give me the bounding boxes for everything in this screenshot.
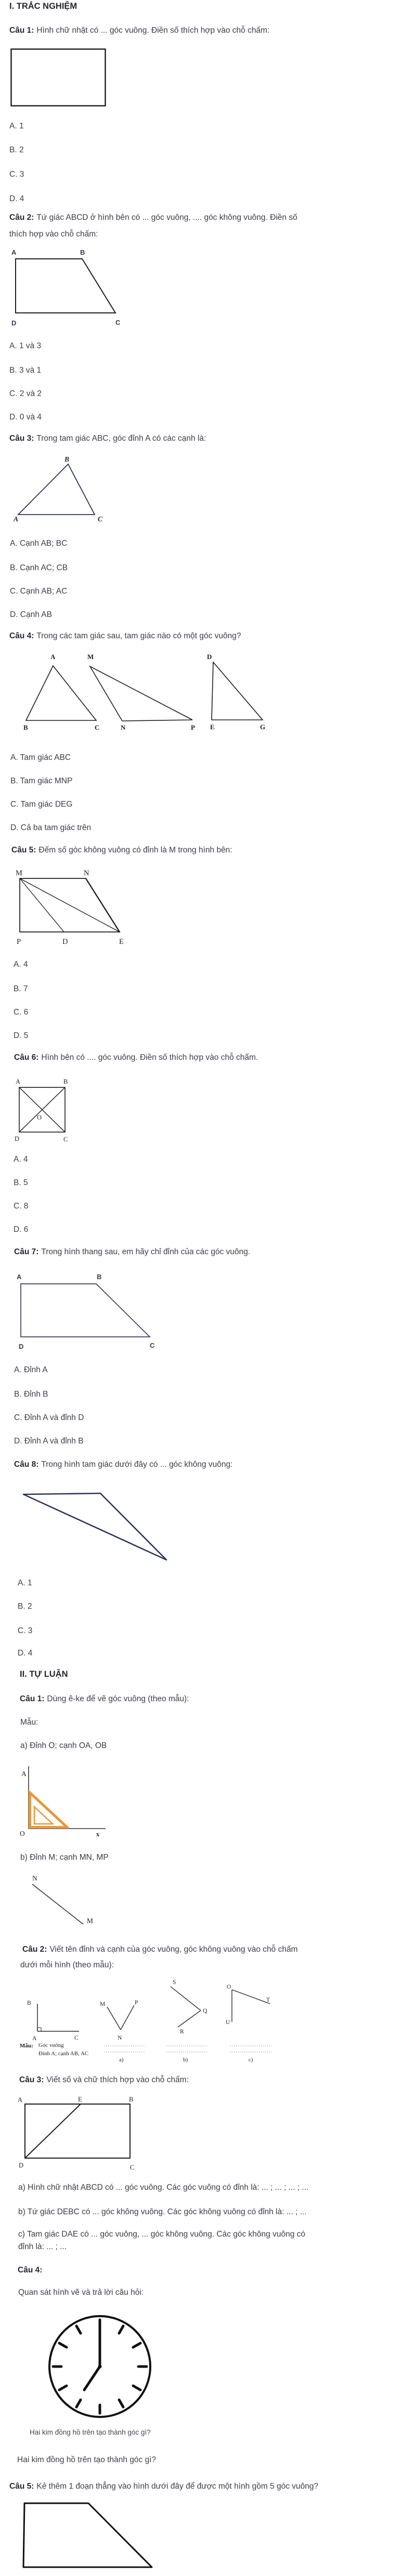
essay-q3-question: [19, 2074, 189, 2086]
point-label-Q: Q: [203, 2008, 207, 2014]
mc-q4-figure-triangles: [20, 651, 275, 734]
vertex-label-B: B: [23, 724, 28, 731]
vertex-label-M: M: [16, 869, 22, 877]
vertex-label-B: B: [80, 248, 85, 256]
point-label-P: P: [135, 2000, 138, 2006]
vertex-label-D: D: [207, 653, 212, 661]
essay-q1-text: Dùng ê-ke để vẽ góc vuông (theo mẫu):: [47, 1694, 189, 1703]
mc-q4-option-c: C. Tam giác DEG: [10, 800, 73, 809]
point-label-T: T: [266, 1997, 270, 2003]
essay-q4-figure-clock: [47, 2312, 154, 2422]
right-angle-mark: [37, 2028, 41, 2031]
set-square-inner: [34, 1807, 53, 1824]
section-title-essay: II. TỰ LUẬN: [20, 1670, 68, 1679]
mc-q8-option-c: C. 3: [18, 1626, 33, 1635]
mc-q4-question: [9, 630, 241, 642]
essay-q4-question: Quan sát hình vẽ và trả lời câu hỏi:: [18, 2288, 144, 2297]
essay-q3-item-b: b) Tứ giác DEBC có ... góc không vuông. Các góc không vuông có đỉnh là: ... ; ...: [18, 2207, 307, 2216]
essay-q1-figure-a: [17, 1763, 116, 1842]
point-label-A: A: [21, 1770, 27, 1778]
point-label-x: x: [96, 1831, 100, 1838]
mc-q3-text: Trong tam giác ABC, góc đỉnh A có các cạnh là:: [36, 434, 206, 443]
mc-q1-figure-rectangle: [10, 48, 109, 109]
vertex-label-E: E: [210, 723, 215, 731]
vertex-label-A: A: [16, 1078, 21, 1085]
mc-q1-option-d: D. 4: [9, 194, 24, 203]
mc-q5-option-a: A. 4: [14, 960, 28, 969]
mc-q8-option-b: B. 2: [18, 1602, 32, 1611]
mc-q3-option-a: A. Cạnh AB; BC: [10, 539, 68, 548]
mc-q5-option-c: C. 6: [14, 1008, 29, 1017]
sample-line2: Đỉnh A; cạnh AB, AC: [38, 2051, 89, 2057]
mc-q6-text: Hình bên có .... góc vuông. Điền số thích hợp vào chỗ chấm.: [41, 1053, 258, 1062]
mc-q2-text1: Tứ giác ABCD ở hình bên có ... góc vuông, .... góc không vuông. Điền số: [36, 213, 297, 222]
vertex-label-C: C: [150, 1342, 155, 1349]
mc-q5-question: [11, 845, 232, 856]
point-label-A: A: [32, 2035, 37, 2042]
clock-image-caption: Hai kim đồng hồ trên tạo thành góc gì?: [30, 2428, 151, 2436]
mc-q2-option-c: C. 2 và 2: [9, 389, 42, 398]
vertex-label-C: C: [98, 515, 103, 523]
rectangle-ABCD: [25, 2104, 130, 2158]
mc-q5-label: Câu 5:: [11, 846, 36, 855]
essay-q5-text: Kẻ thêm 1 đoạn thẳng vào hình dưới đây để được một hình gồm 5 góc vuông?: [36, 2482, 319, 2491]
point-label-U: U: [226, 2019, 230, 2026]
mc-q1-option-b: B. 2: [9, 146, 24, 154]
vertex-label-D: D: [62, 938, 68, 946]
mc-q4-label: Câu 4:: [9, 632, 34, 640]
point-label-R: R: [180, 2029, 184, 2035]
mc-q5-option-b: B. 7: [14, 984, 28, 993]
center-label-O: O: [37, 1114, 42, 1121]
point-label-M: M: [100, 2001, 106, 2007]
mc-q5-figure-quadrilateral: [12, 862, 137, 949]
vertex-label-P: P: [191, 724, 195, 731]
vertex-label-C: C: [130, 2164, 135, 2171]
essay-q5-figure-trapezoid: [21, 2498, 157, 2572]
sub-label-c: c): [249, 2057, 253, 2063]
side-NP: [121, 2005, 134, 2030]
mc-q3-figure-triangle: [9, 453, 113, 526]
mc-q7-text: Trong hình thang sau, em hãy chỉ đỉnh của các góc vuông.: [41, 1247, 251, 1256]
side-NM: [107, 2007, 121, 2030]
mc-q2-question-line2: thích hợp vào chỗ chấm:: [9, 230, 98, 239]
essay-q5-question: [9, 2481, 318, 2492]
section-title-mc: I. TRẮC NGHIỆM: [9, 2, 77, 11]
essay-q1-item-b: b) Đỉnh M; cạnh MN, MP: [20, 1853, 109, 1862]
mc-q6-option-b: B. 5: [14, 1178, 28, 1187]
essay-q3-item-a: a) Hình chữ nhật ABCD có ... góc vuông. Các góc vuông có đỉnh là: ... ; ... ; ... ; ...: [18, 2183, 309, 2192]
point-label-O: O: [227, 1984, 231, 1990]
set-square-outer: [30, 1793, 68, 1828]
rectangle-shape: [11, 49, 106, 106]
point-label-O: O: [20, 1830, 25, 1837]
mc-q2-figure-quadrilateral: [9, 244, 125, 330]
mc-q1-question: [9, 25, 269, 36]
triangle-MNP: [90, 666, 192, 721]
vertex-label-C: C: [115, 319, 121, 326]
mc-q4-option-a: A. Tam giác ABC: [10, 753, 71, 762]
triangle-shape: [18, 464, 95, 515]
essay-q3-item-c-line2: đỉnh là: ... ; ...: [18, 2242, 67, 2251]
trapezoid-shape: [23, 2503, 152, 2567]
vertex-label-D: D: [15, 1135, 20, 1142]
essay-q2-question-line2: dưới mỗi hình (theo mẫu):: [20, 1961, 114, 1969]
sample-title: Mẫu:: [20, 2043, 33, 2049]
essay-q4-label-text: Câu 4:: [18, 2266, 43, 2275]
essay-q3-text: Viết số và chữ thích hợp vào chỗ chấm:: [46, 2075, 189, 2084]
side-OT: [232, 1990, 270, 2004]
obtuse-triangle-shape: [23, 1493, 166, 1560]
essay-q4-label: [18, 2265, 45, 2276]
essay-q1-sample-label: Mẫu:: [20, 1718, 38, 1727]
essay-q2-figure-row: [15, 1974, 288, 2065]
vertex-label-M: M: [87, 653, 94, 661]
mc-q2-question-line1: [9, 212, 297, 224]
point-label-S: S: [173, 1979, 176, 1986]
mc-q4-option-d: D. Cả ba tam giác trên: [10, 823, 92, 832]
vertex-label-D: D: [19, 1343, 24, 1350]
vertex-label-E: E: [119, 938, 124, 946]
vertex-label-C: C: [95, 724, 100, 731]
vertex-label-B: B: [63, 1078, 68, 1085]
essay-q3-item-c-line1: c) Tam giác DAE có ... góc vuông, ... góc không vuông. Các góc không vuông có: [18, 2230, 306, 2239]
mc-q7-option-b: B. Đỉnh B: [14, 1390, 48, 1399]
mc-q3-option-d: D. Cạnh AB: [10, 610, 52, 619]
mc-q3-option-c: C. Cạnh AB; AC: [10, 587, 68, 596]
vertex-label-D: D: [19, 2162, 24, 2169]
segment-ME: [20, 878, 120, 932]
essay-q3-label: Câu 3:: [19, 2075, 44, 2084]
essay-q1-figure-b: [25, 1867, 98, 1932]
mc-q2-label: Câu 2:: [9, 213, 34, 222]
vertex-label-G: G: [260, 723, 266, 731]
vertex-label-B: B: [97, 1273, 102, 1281]
essay-q2-question-line1: [22, 1944, 297, 1955]
vertex-label-P: P: [17, 938, 21, 946]
mc-q6-figure-square: [12, 1072, 77, 1146]
essay-q4-question-repeat: Hai kim đồng hồ trên tạo thành góc gì?: [17, 2455, 157, 2464]
mc-q3-question: [9, 433, 206, 444]
mc-q1-option-a: A. 1: [9, 122, 24, 130]
mc-q1-label: Câu 1:: [9, 26, 34, 35]
vertex-label-B: B: [129, 2096, 134, 2103]
clock-center-dot: [98, 2365, 102, 2369]
essay-q1-question: [20, 1693, 189, 1705]
essay-q2-label: Câu 2:: [22, 1945, 47, 1954]
segment-MD: [20, 878, 64, 932]
mc-q7-label: Câu 7:: [14, 1247, 39, 1256]
mc-q8-option-d: D. 4: [18, 1649, 33, 1658]
point-label-B: B: [27, 2000, 31, 2006]
sub-label-b: b): [183, 2057, 188, 2063]
mc-q3-label: Câu 3:: [9, 434, 34, 443]
point-label-C: C: [74, 2035, 79, 2041]
mc-q2-option-d: D. 0 và 4: [9, 413, 42, 422]
mc-q1-text: Hình chữ nhật có ... góc vuông. Điền số thích hợp vào chỗ chấm:: [36, 26, 270, 35]
sub-label-a: a): [119, 2057, 124, 2063]
vertex-label-B: B: [64, 455, 70, 463]
vertex-label-A: A: [18, 2096, 23, 2104]
triangle-ABC: [26, 666, 96, 720]
point-label-N: N: [32, 1874, 37, 1882]
essay-q1-label: Câu 1:: [20, 1694, 45, 1703]
vertex-label-D: D: [11, 319, 17, 327]
mc-q5-text: Đếm số góc không vuông có đỉnh là M trong hình bên:: [38, 846, 232, 855]
mc-q4-option-b: B. Tam giác MNP: [10, 777, 73, 785]
mc-q7-option-d: D. Đỉnh A và đỉnh B: [14, 1437, 84, 1445]
point-label-N: N: [118, 2035, 122, 2041]
segment-ED: [25, 2104, 81, 2158]
mc-q3-option-b: B. Cạnh AC; CB: [10, 563, 68, 572]
mc-q7-figure-trapezoid: [14, 1269, 162, 1352]
vertex-label-A: A: [14, 515, 19, 523]
mc-q8-option-a: A. 1: [18, 1579, 32, 1587]
mc-q5-option-d: D. 5: [14, 1031, 29, 1040]
vertex-label-A: A: [17, 1273, 22, 1281]
mc-q1-option-c: C. 3: [9, 170, 24, 179]
mc-q8-label: Câu 8:: [14, 1460, 39, 1469]
side-QS: [171, 1987, 201, 2010]
vertex-label-A: A: [11, 248, 17, 256]
mc-q7-question: [14, 1246, 250, 1258]
segment-NM: [32, 1884, 83, 1924]
triangle-DEG: [212, 662, 263, 720]
vertex-label-N: N: [84, 869, 89, 877]
mc-q6-question: [14, 1052, 258, 1063]
vertex-label-A: A: [50, 653, 56, 661]
essay-q1-item-a: a) Đỉnh O; cạnh OA, OB: [20, 1741, 107, 1750]
mc-q6-option-d: D. 6: [14, 1225, 29, 1234]
vertex-label-N: N: [121, 724, 126, 731]
mc-q2-option-a: A. 1 và 3: [9, 341, 42, 350]
edge-NE: [86, 878, 120, 932]
side-QR: [178, 2010, 201, 2027]
mc-q8-figure-triangle: [17, 1488, 173, 1567]
essay-q5-label: Câu 5:: [9, 2482, 34, 2491]
mc-q6-option-a: A. 4: [14, 1155, 28, 1164]
point-label-E: E: [78, 2096, 82, 2103]
essay-q2-text1: Viết tên đỉnh và cạnh của góc vuông, góc không vuông vào chỗ chấm: [49, 1945, 298, 1954]
mc-q6-label: Câu 6:: [14, 1053, 39, 1062]
sample-line1: Góc vuông: [38, 2042, 64, 2048]
mc-q6-option-c: C. 8: [14, 1202, 29, 1211]
mc-q8-text: Trong hình tam giác dưới đây có ... góc không vuông:: [41, 1460, 233, 1469]
hour-hand: [84, 2367, 100, 2390]
mc-q4-text: Trong các tam giác sau, tam giác nào có một góc vuông?: [36, 632, 241, 640]
mc-q2-option-b: B. 3 và 1: [9, 366, 42, 375]
point-label-M: M: [87, 1917, 94, 1925]
trapezoid-shape: [21, 1284, 150, 1337]
mc-q8-question: [14, 1459, 232, 1470]
mc-q7-option-a: A. Đỉnh A: [14, 1365, 48, 1374]
quadrilateral-shape: [16, 259, 115, 313]
vertex-label-C: C: [63, 1136, 68, 1143]
mc-q7-option-c: C. Đỉnh A và đỉnh D: [14, 1413, 84, 1422]
essay-q3-figure-rectangle: [15, 2094, 145, 2172]
